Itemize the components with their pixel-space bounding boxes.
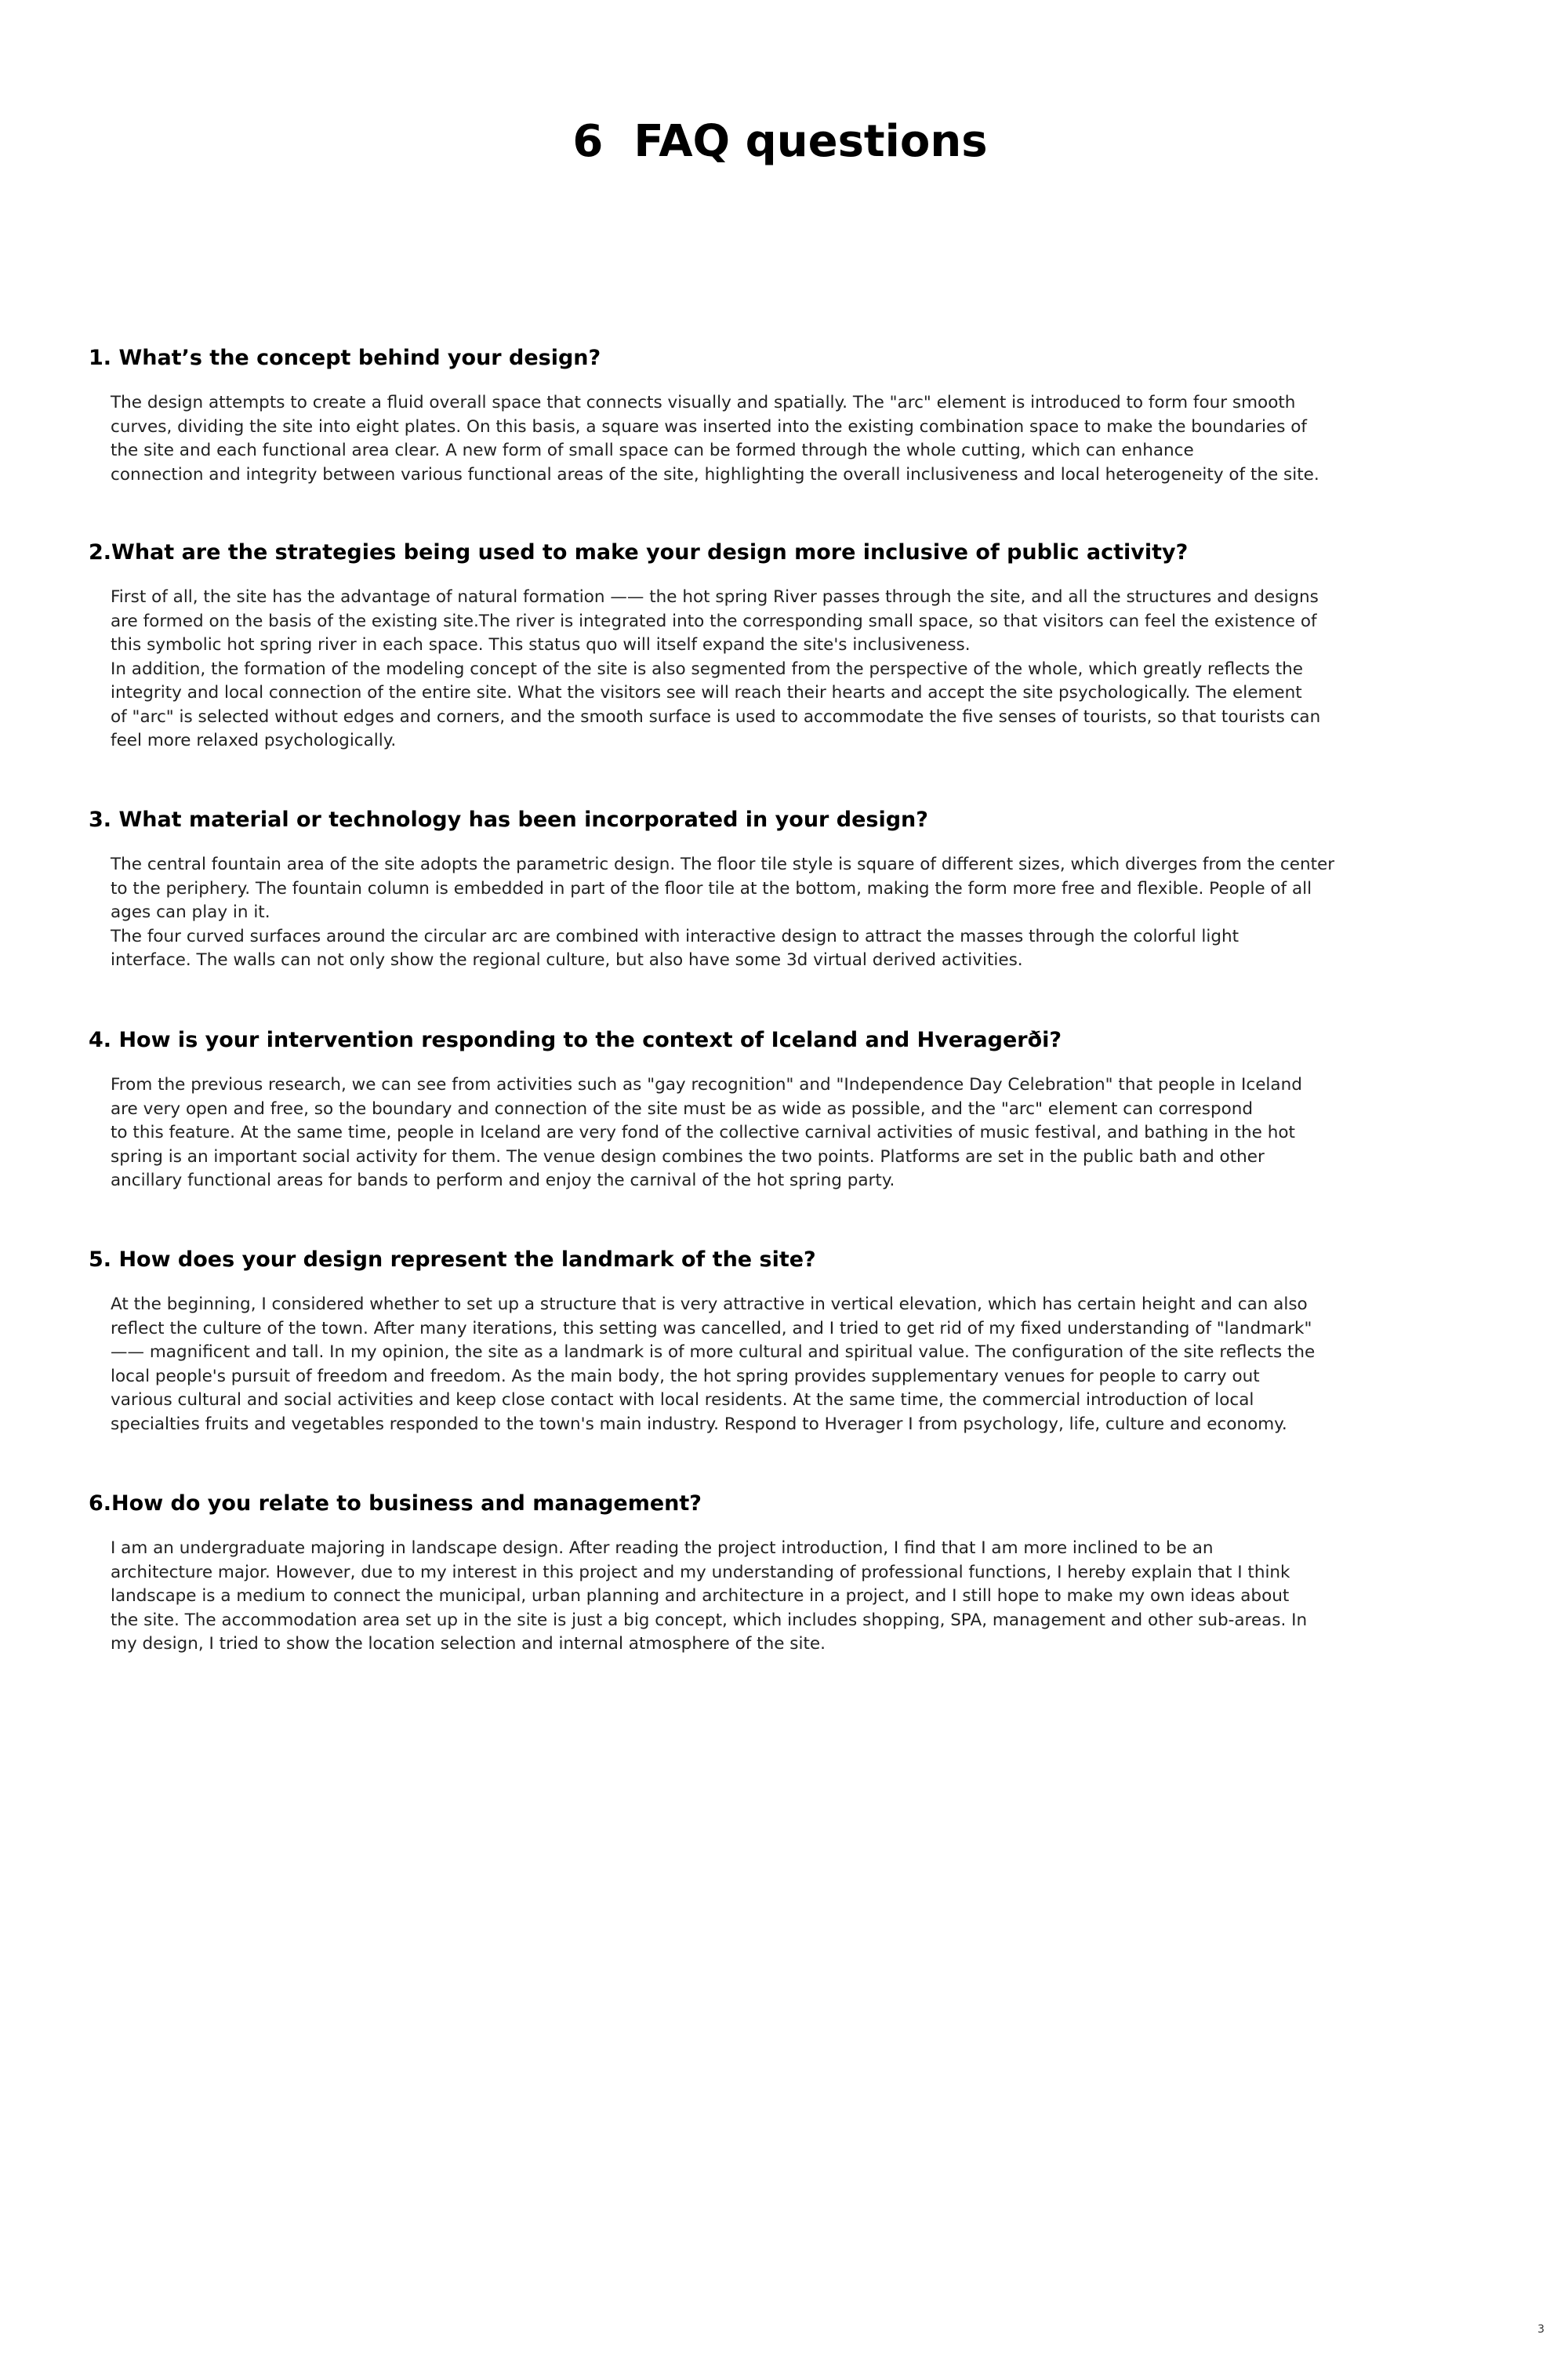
faq-answer-line: spring is an important social activity for them. The venue design combines the two points. Platforms are set in the public bath and other xyxy=(111,1146,1265,1167)
faq-answer-line: The central fountain area of the site adopts the parametric design. The floor tile style is square of different sizes, which diverges from the center xyxy=(111,855,1335,874)
faq-question: 4. How is your intervention responding to the context of Iceland and Hveragerði? xyxy=(89,1028,1062,1052)
faq-answer-line: —— magnificent and tall. In my opinion, the site as a landmark is of more cultural and spiritual value. The configuration of the site reflects the xyxy=(111,1342,1316,1362)
faq-item-1 xyxy=(89,343,1492,485)
faq-answer-line: this symbolic hot spring river in each space. This status quo will itself expand the site's inclusiveness. xyxy=(111,635,971,655)
faq-answer-line: to this feature. At the same time, people in Iceland are very fond of the collective carnival activities of music festival, and bathing in the hot xyxy=(111,1123,1295,1142)
faq-answer-line: In addition, the formation of the modeling concept of the site is also segmented from the perspective of the whole, which greatly reflects the xyxy=(111,659,1303,679)
faq-answer-line: landscape is a medium to connect the municipal, urban planning and architecture in a project, and I still hope to make my own ideas about xyxy=(111,1586,1290,1606)
faq-answer xyxy=(111,391,1506,487)
faq-question: 3. What material or technology has been incorporated in your design? xyxy=(89,808,928,832)
faq-answer-line: From the previous research, we can see from activities such as "gay recognition" and "Independence Day Celebration" that people in Iceland xyxy=(111,1075,1302,1095)
page-number: 3 xyxy=(1537,2323,1544,2336)
faq-answer-line: specialties fruits and vegetables responded to the town's main industry. Respond to Hverager I from psychology, life, culture and economy. xyxy=(111,1414,1287,1434)
faq-answer-line: interface. The walls can not only show the regional culture, but also have some 3d virtual derived activities. xyxy=(111,950,1023,970)
faq-answer-line: my design, I tried to show the location selection and internal atmosphere of the site. xyxy=(111,1634,826,1654)
faq-answer-line: local people's pursuit of freedom and freedom. As the main body, the hot spring provides supplementary venues for people to carry out xyxy=(111,1366,1260,1386)
faq-answer-line: ages can play in it. xyxy=(111,902,270,922)
faq-answer-line: of "arc" is selected without edges and corners, and the smooth surface is used to accommodate the five senses of tourists, so that tourists can xyxy=(111,706,1321,727)
faq-question: 6.How do you relate to business and management? xyxy=(89,1491,702,1516)
faq-answer-line: First of all, the site has the advantage of natural formation —— the hot spring River passes through the site, and all the structures and designs xyxy=(111,587,1319,607)
faq-item-4 xyxy=(89,1025,1492,1190)
faq-answer-line: feel more relaxed psychologically. xyxy=(111,731,397,750)
faq-answer-line: ancillary functional areas for bands to perform and enjoy the carnival of the hot spring party. xyxy=(111,1171,895,1190)
faq-question: 1. What’s the concept behind your design? xyxy=(89,346,601,370)
faq-answer-line: The design attempts to create a fluid overall space that connects visually and spatially. The "arc" element is introduced to form four smooth xyxy=(111,393,1296,412)
faq-answer-line: curves, dividing the site into eight plates. On this basis, a square was inserted into the existing combination space to make the boundaries of xyxy=(111,416,1307,437)
faq-question: 5. How does your design represent the landmark of the site? xyxy=(89,1247,816,1272)
page-title: 6 FAQ questions xyxy=(572,116,988,167)
faq-answer-line: reflect the culture of the town. After many iterations, this setting was cancelled, and I tried to get rid of my fixed understanding of "landmark" xyxy=(111,1318,1312,1338)
faq-answer xyxy=(111,586,1506,753)
faq-answer-line: to the periphery. The fountain column is embedded in part of the floor tile at the bottom, making the form more free and flexible. People of all xyxy=(111,878,1312,899)
faq-answer xyxy=(111,1293,1506,1436)
faq-item-6 xyxy=(89,1488,1492,1654)
faq-item-5 xyxy=(89,1244,1492,1434)
faq-answer xyxy=(111,853,1506,973)
faq-answer-line: I am an undergraduate majoring in landscape design. After reading the project introduction, I find that I am more inclined to be an xyxy=(111,1538,1214,1558)
faq-answer-line: connection and integrity between various functional areas of the site, highlighting the overall inclusiveness and local heterogeneity of the site. xyxy=(111,464,1319,485)
faq-answer-line: are formed on the basis of the existing site.The river is integrated into the corresponding small space, so that visitors can feel the existence of xyxy=(111,611,1317,631)
faq-item-2 xyxy=(89,537,1492,750)
faq-answer-line: The four curved surfaces around the circular arc are combined with interactive design to attract the masses through the colorful light xyxy=(111,926,1240,946)
faq-answer-line: the site and each functional area clear. A new form of small space can be formed through the whole cutting, which can enhance xyxy=(111,441,1194,460)
faq-answer-line: the site. The accommodation area set up in the site is just a big concept, which includes shopping, SPA, management and other sub-areas. In xyxy=(111,1610,1308,1630)
faq-answer-line: architecture major. However, due to my interest in this project and my understanding of professional functions, I hereby explain that I think xyxy=(111,1562,1290,1582)
faq-answer-line: integrity and local connection of the entire site. What the visitors see will reach their hearts and accept the site psychologically. The element xyxy=(111,683,1302,703)
faq-answer xyxy=(111,1537,1506,1657)
faq-answer-line: are very open and free, so the boundary and connection of the site must be as wide as possible, and the "arc" element can correspond xyxy=(111,1098,1254,1119)
faq-item-3 xyxy=(89,804,1492,970)
faq-answer-line: various cultural and social activities and keep close contact with local residents. At the same time, the commercial introduction of local xyxy=(111,1390,1254,1410)
faq-answer xyxy=(111,1073,1506,1193)
faq-question: 2.What are the strategies being used to make your design more inclusive of public activity? xyxy=(89,540,1189,565)
faq-answer-line: At the beginning, I considered whether to set up a structure that is very attractive in vertical elevation, which has certain height and can also xyxy=(111,1295,1308,1314)
